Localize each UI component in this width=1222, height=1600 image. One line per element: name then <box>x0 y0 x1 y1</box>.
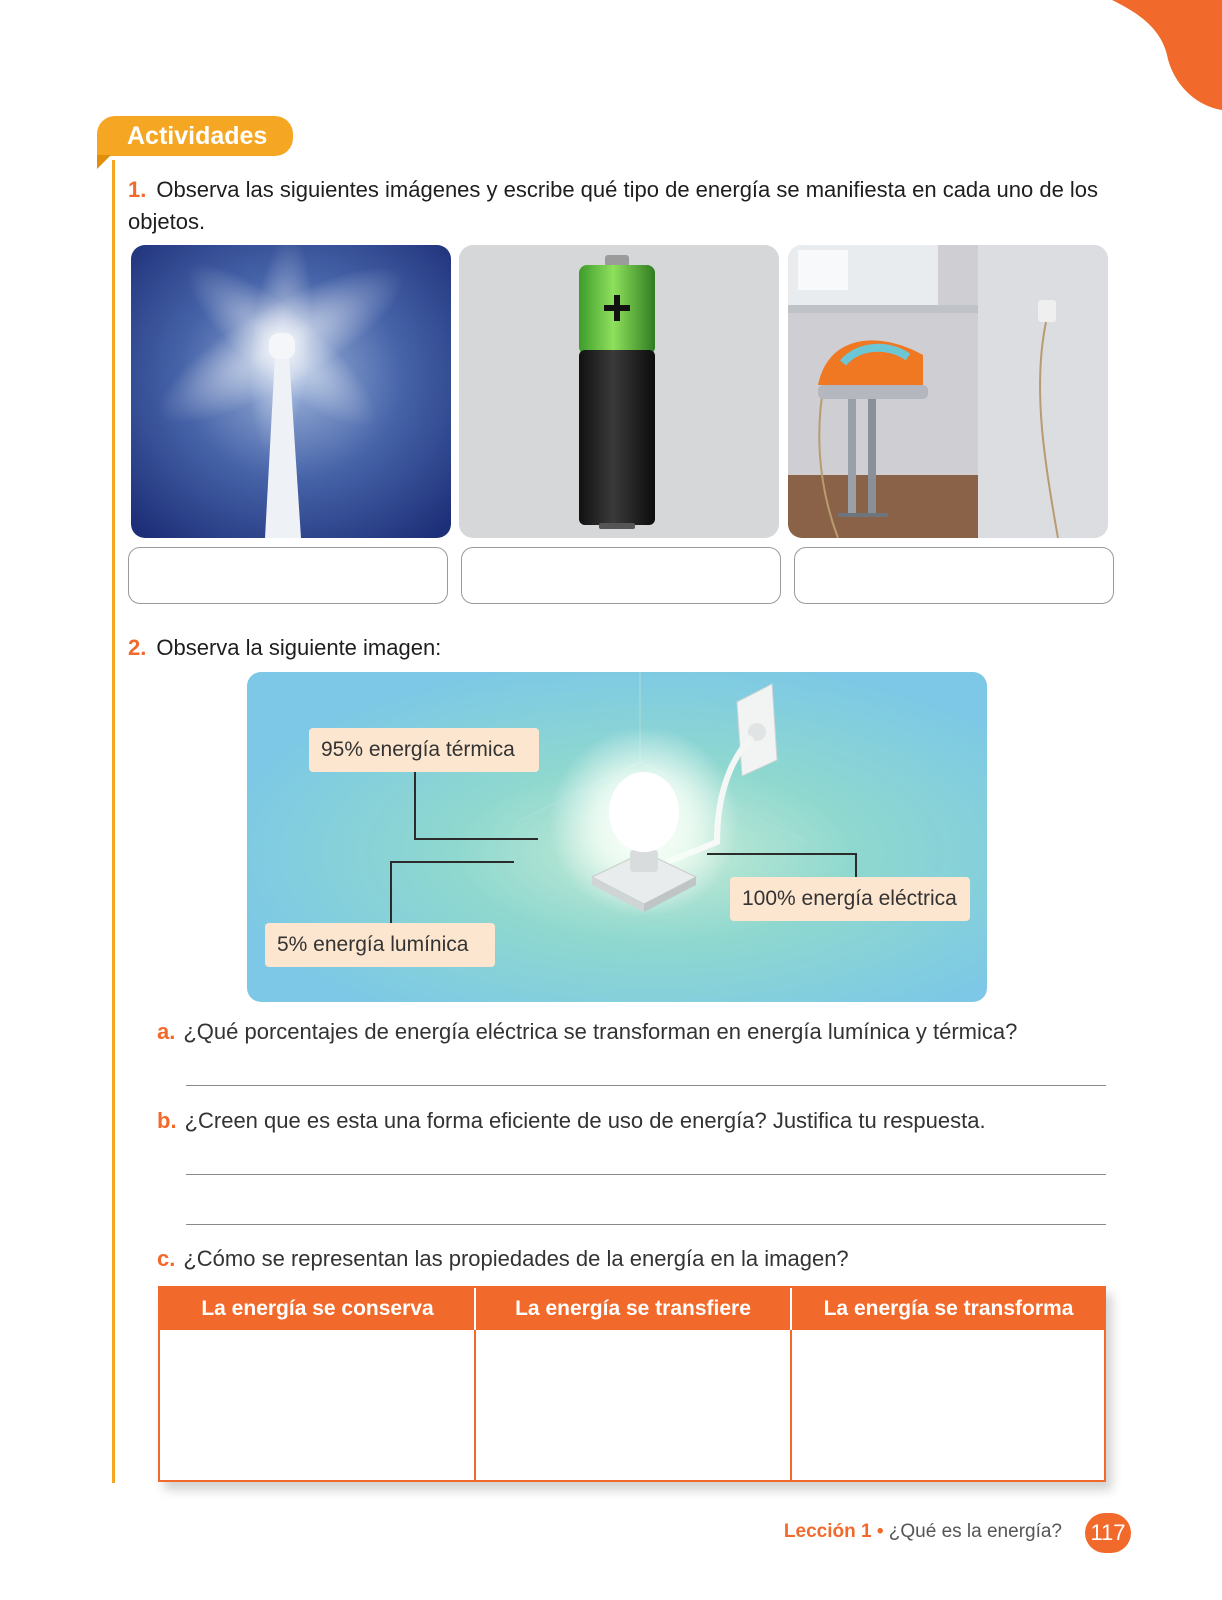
connector-thermal <box>414 838 538 840</box>
answer-line-a[interactable] <box>186 1085 1106 1086</box>
question-number: 2. <box>128 635 147 660</box>
wind-turbine-image <box>131 245 451 538</box>
table-cell-transforma[interactable] <box>792 1330 1104 1480</box>
footer-title: ¿Qué es la energía? <box>888 1521 1062 1542</box>
header-divider <box>790 1288 792 1330</box>
subquestion-text: ¿Qué porcentajes de energía eléctrica se transforman en energía lumínica y térmica? <box>183 1019 1018 1044</box>
corner-decoration <box>1112 0 1222 110</box>
answer-line-b1[interactable] <box>186 1174 1106 1175</box>
energy-diagram <box>247 672 987 1002</box>
question-2 <box>128 632 441 664</box>
label-electric-energy: 100% energía eléctrica <box>730 877 970 921</box>
battery-image <box>459 245 779 538</box>
section-tab: Actividades <box>97 116 293 156</box>
tab-notch <box>97 155 111 169</box>
table-header-transfiere: La energía se transfiere <box>515 1297 751 1320</box>
page-number: 117 <box>1085 1513 1131 1553</box>
footer-lesson: Lección 1 <box>783 1521 872 1542</box>
table-header-transforma: La energía se transforma <box>823 1297 1074 1320</box>
header-divider <box>474 1288 476 1330</box>
table-cell-transfiere[interactable] <box>476 1330 790 1480</box>
subquestion-text: ¿Creen que es esta una forma eficiente de uso de energía? Justifica tu respuesta. <box>184 1108 986 1133</box>
table-cell-conserva[interactable] <box>160 1330 474 1480</box>
connector-electric <box>707 853 857 855</box>
subquestion-a <box>157 1016 1017 1048</box>
connector-light <box>390 861 514 863</box>
answer-line-b2[interactable] <box>186 1224 1106 1225</box>
question-text: Observa las siguientes imágenes y escribe qué tipo de energía se manifiesta en cada uno de los objetos. <box>128 177 1099 234</box>
subquestion-b <box>157 1105 986 1137</box>
subquestion-c <box>157 1243 849 1275</box>
footer-separator: • <box>876 1521 884 1542</box>
question-1 <box>128 174 1108 238</box>
answer-box-turbine[interactable] <box>128 547 448 604</box>
label-thermal-energy: 95% energía térmica <box>309 728 539 772</box>
energy-properties-table <box>158 1286 1106 1482</box>
subquestion-text: ¿Cómo se representan las propiedades de la energía en la imagen? <box>183 1246 849 1271</box>
connector-thermal <box>414 772 416 840</box>
page-footer <box>784 1517 1062 1547</box>
subquestion-letter: a. <box>157 1019 176 1044</box>
subquestion-letter: c. <box>157 1246 176 1271</box>
label-light-energy: 5% energía lumínica <box>265 923 495 967</box>
connector-electric <box>855 853 857 877</box>
connector-light <box>390 861 392 925</box>
iron-image <box>788 245 1108 538</box>
question-number: 1. <box>128 177 147 202</box>
activity-side-line <box>112 160 115 1483</box>
answer-box-battery[interactable] <box>461 547 781 604</box>
table-header-conserva: La energía se conserva <box>201 1297 434 1320</box>
question-text: Observa la siguiente imagen: <box>156 635 442 660</box>
answer-box-iron[interactable] <box>794 547 1114 604</box>
subquestion-letter: b. <box>157 1108 177 1133</box>
